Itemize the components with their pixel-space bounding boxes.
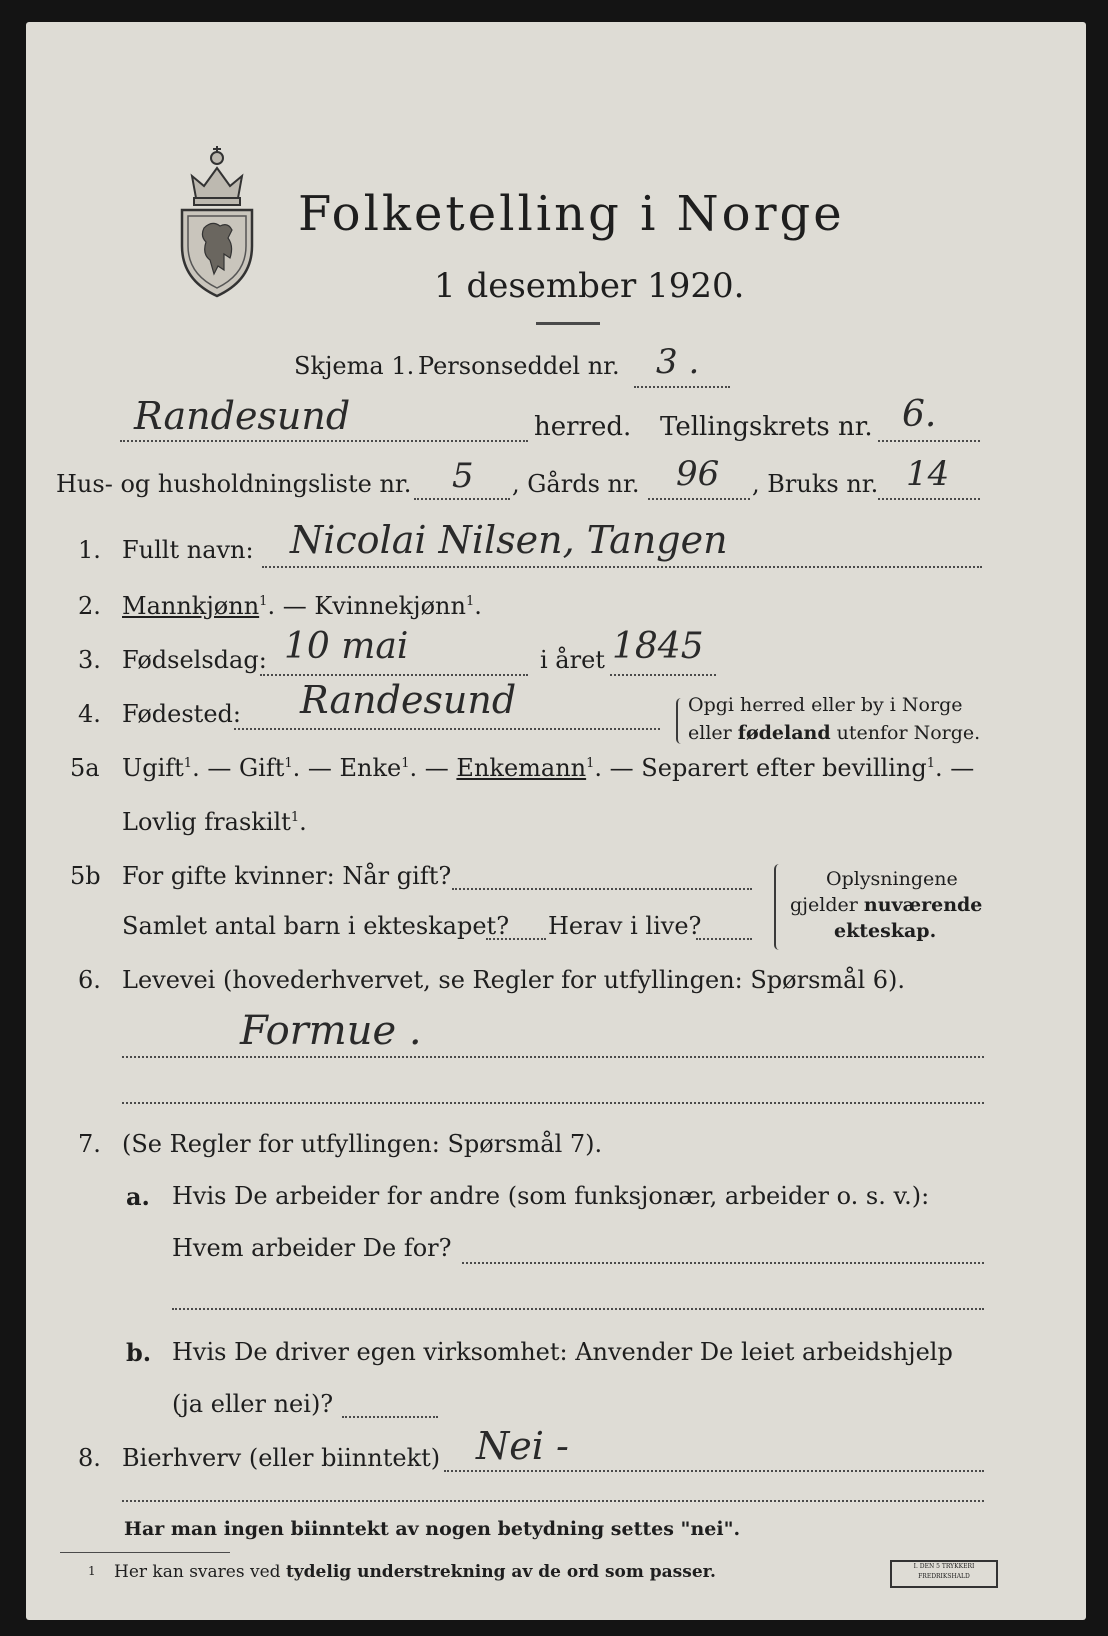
status-fraskilt[interactable]: Lovlig fraskilt [122, 808, 291, 836]
gender-male-option[interactable]: Mannkjønn [122, 592, 260, 620]
birth-year-value[interactable]: 1845 [612, 626, 704, 667]
birthplace-line [234, 728, 660, 730]
q2-number: 2. [78, 592, 101, 620]
status-ugift[interactable]: Ugift [122, 754, 184, 782]
birthplace-note-line1: Opgi herred eller by i Norge [688, 694, 963, 716]
schema-label: Skjema 1. [294, 352, 415, 380]
q7a-question: Hvem arbeider De for? [172, 1234, 452, 1262]
side-income-value[interactable]: Nei - [476, 1424, 569, 1468]
gards-line [648, 498, 750, 500]
marriage-note-line2: gjelder nuværende [790, 894, 983, 916]
herred-line [120, 440, 528, 442]
husliste-line [414, 498, 510, 500]
q5b-number: 5b [70, 862, 101, 890]
q7a-letter: a. [126, 1182, 150, 1211]
status-gift[interactable]: Gift [238, 754, 285, 782]
side-income-line1 [444, 1470, 984, 1472]
tellingskrets-value[interactable]: 6. [902, 394, 937, 435]
q7-number: 7. [78, 1130, 101, 1158]
status-fraskilt-row: Lovlig fraskilt$^1$. [122, 808, 307, 836]
bruks-line [878, 498, 980, 500]
full-name-value[interactable]: Nicolai Nilsen, Tangen [290, 518, 728, 562]
marriage-note-brace [774, 864, 784, 950]
occupation-value[interactable]: Formue . [240, 1008, 422, 1054]
q6-number: 6. [78, 966, 101, 994]
side-income-line2 [122, 1500, 984, 1502]
q8-number: 8. [78, 1444, 101, 1472]
birthplace-note-line2: eller fødeland utenfor Norge. [688, 722, 981, 744]
herred-value[interactable]: Randesund [134, 394, 351, 438]
q6-label: Levevei (hovederhvervet, se Regler for utfyllingen: Spørsmål 6). [122, 966, 906, 994]
q7-label: (Se Regler for utfyllingen: Spørsmål 7). [122, 1130, 603, 1158]
q7b-text: Hvis De driver egen virksomhet: Anvender De leiet arbeidshjelp [172, 1338, 953, 1366]
married-when-line [452, 888, 752, 890]
employer-line2 [172, 1308, 984, 1310]
title-divider [536, 322, 600, 325]
q3-label: Fødselsdag: [122, 646, 267, 674]
footnote-text: Her kan svares ved tydelig understrekning av de ord som passer. [114, 1562, 716, 1582]
hired-help-line [342, 1416, 438, 1418]
nil-income-note: Har man ingen biinntekt av nogen betydning settes "nei". [124, 1518, 741, 1540]
tellingskrets-line [878, 440, 980, 442]
gender-options: Mannkjønn$^1$. — Kvinnekjønn$^1$. [122, 592, 482, 620]
marriage-note-line3: ekteskap. [834, 920, 937, 942]
gards-label: , Gårds nr. [512, 470, 640, 498]
bruks-value[interactable]: 14 [906, 454, 950, 494]
gards-value[interactable]: 96 [676, 454, 720, 494]
personseddel-line [634, 386, 730, 388]
personseddel-label: Personseddel nr. [418, 352, 620, 380]
birthplace-value[interactable]: Randesund [300, 678, 517, 722]
q4-label: Fødested: [122, 700, 241, 728]
birth-day-value[interactable]: 10 mai [284, 626, 409, 667]
husliste-value[interactable]: 5 [452, 456, 474, 496]
census-date: 1 desember 1920. [434, 266, 745, 306]
marriage-note-line1: Oplysningene [826, 868, 958, 890]
q1-label: Fullt navn: [122, 536, 254, 564]
occupation-line2 [122, 1102, 984, 1104]
employer-line1 [462, 1262, 984, 1264]
tellingskrets-label: Tellingskrets nr. [660, 412, 873, 442]
census-form-page [26, 22, 1086, 1620]
q7b-letter: b. [126, 1338, 152, 1367]
children-alive-line [696, 938, 752, 940]
q7b-question: (ja eller nei)? [172, 1390, 334, 1418]
bruks-label: , Bruks nr. [752, 470, 879, 498]
birth-year-line [610, 674, 716, 676]
printer-stamp: I. DEN 5 TRYKKERI FREDRIKSHALD [890, 1560, 998, 1588]
norway-coat-of-arms-icon [174, 142, 260, 298]
occupation-line1 [122, 1056, 984, 1058]
children-total-line [486, 938, 546, 940]
full-name-line [262, 566, 982, 568]
marital-status-options: Ugift$^1$. — Gift$^1$. — Enke$^1$. — Enkemann$^1$. — Separert efter bevilling$^1$. — [122, 754, 975, 782]
q4-number: 4. [78, 700, 101, 728]
status-enke[interactable]: Enke [339, 754, 402, 782]
status-enkemann[interactable]: Enkemann [456, 754, 587, 782]
q5b-label: For gifte kvinner: Når gift? [122, 862, 452, 890]
form-title: Folketelling i Norge [298, 186, 845, 242]
footnote-rule [60, 1552, 230, 1553]
herred-label: herred. [534, 412, 632, 442]
husliste-label: Hus- og husholdningsliste nr. [56, 470, 412, 498]
footnote-number: 1 [88, 1564, 96, 1578]
gender-female-option[interactable]: Kvinnekjønn [314, 592, 466, 620]
q8-label: Bierhverv (eller biinntekt) [122, 1444, 441, 1472]
children-total-label: Samlet antal barn i ekteskapet? [122, 912, 510, 940]
q1-number: 1. [78, 536, 101, 564]
status-separert[interactable]: Separert efter bevilling [641, 754, 927, 782]
q7a-text: Hvis De arbeider for andre (som funksjonær, arbeider o. s. v.): [172, 1182, 930, 1210]
q3-number: 3. [78, 646, 101, 674]
children-alive-label: Herav i live? [548, 912, 702, 940]
birthplace-note-brace [676, 698, 686, 744]
q5a-number: 5a [70, 754, 100, 782]
year-label: i året [540, 646, 605, 674]
personseddel-value[interactable]: 3 . [656, 342, 700, 382]
birth-day-line [260, 674, 528, 676]
